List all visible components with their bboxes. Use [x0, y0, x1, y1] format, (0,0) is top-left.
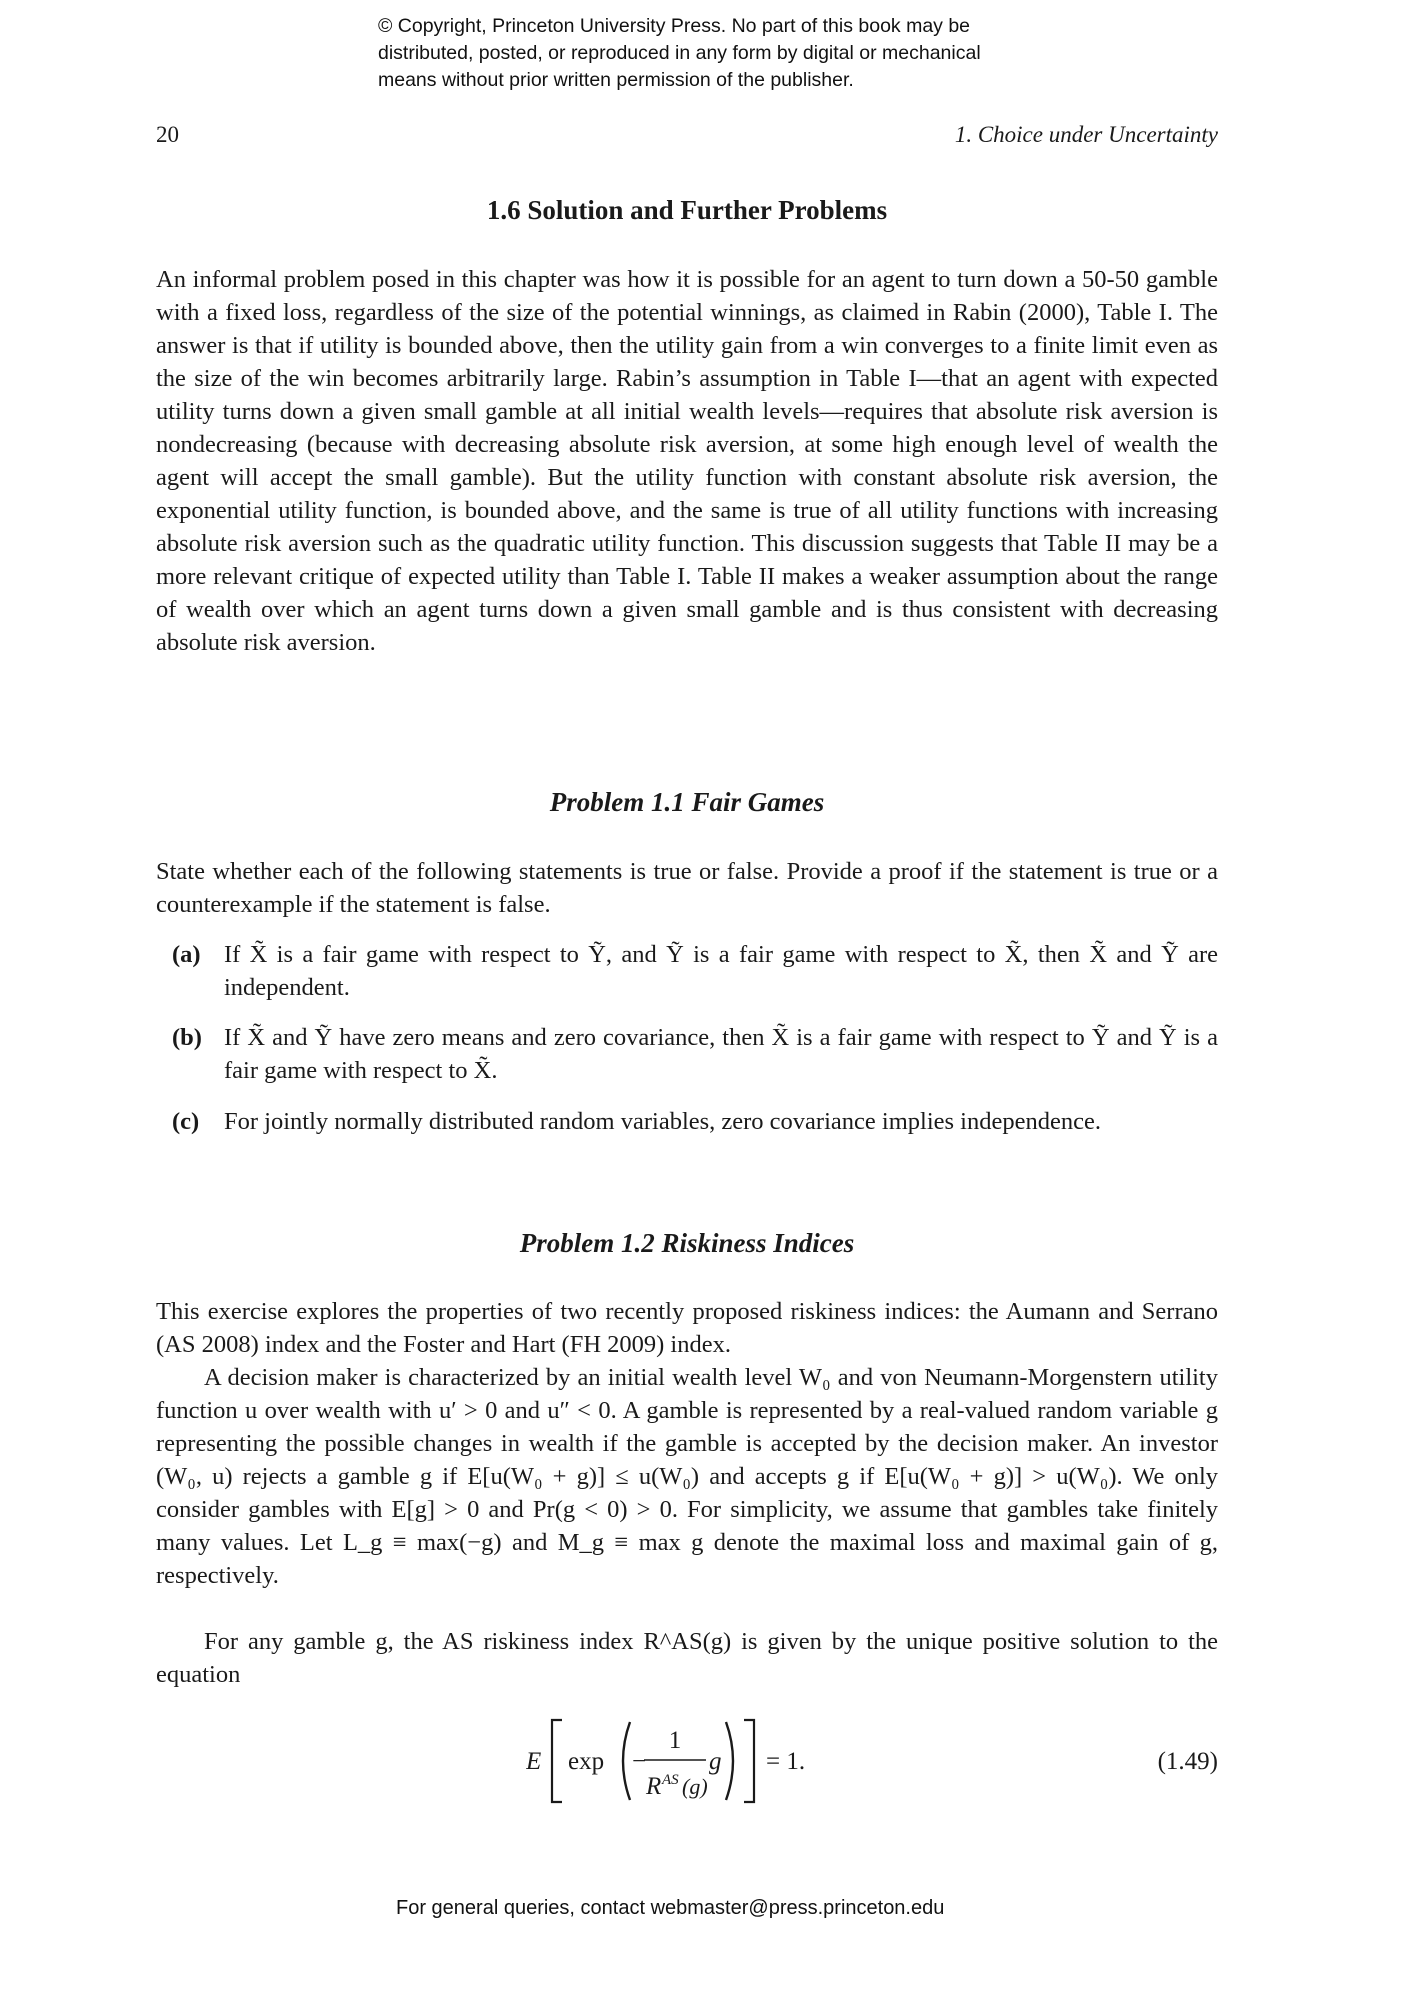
left-bracket — [552, 1720, 562, 1802]
running-head — [156, 122, 1218, 154]
list-item — [172, 1105, 1218, 1138]
eq-argument: (g) — [682, 1774, 708, 1799]
eq-r: R — [646, 1773, 662, 1800]
copyright-line: © Copyright, Princeton University Press. No part of this book may be — [378, 15, 971, 37]
eq-minus: − — [632, 1748, 647, 1775]
eq-superscript: AS — [662, 1772, 679, 1788]
item-text: If X̃ is a fair game with respect to Ỹ, and Ỹ is a fair game with respect to X̃, then X̃ and Ỹ are independent. — [224, 941, 1218, 1001]
eq-g: g — [709, 1748, 722, 1775]
list-item — [172, 1021, 1218, 1087]
equation-formula — [526, 1712, 866, 1808]
copyright-notice — [378, 13, 1098, 94]
eq-expectation: E — [526, 1748, 542, 1775]
chapter-title: 1. Choice under Uncertainty — [954, 122, 1218, 147]
right-bracket — [744, 1720, 754, 1802]
page-number: 20 — [156, 122, 179, 147]
footer-contact: For general queries, contact webmaster@press.princeton.edu — [396, 1897, 945, 1919]
problem-2-para-2: A decision maker is characterized by an initial wealth level W₀ and von Neumann-Morgenstern utility function u over wealth with u′ > 0 and u″ < 0. A gamble is represented by a real-valued random variable g representing the possible changes in wealth if the gamble is accepted by the decision maker. An investor (W₀, u) rejects a gamble g if E[u(W₀ + g)] ≤ u(W₀) and accepts g if E[u(W₀ + g)] > u(W₀). We only consider gambles with E[g] > 0 and Pr(g < 0) > 0. For simplicity, we assume that gambles take finitely many values. Let L_g ≡ max(−g) and M_g ≡ max g denote the maximal loss and maximal gain of g, respectively. — [156, 1364, 1218, 1589]
problem-1-title: Problem 1.1 Fair Games — [549, 787, 825, 817]
item-label: (c) — [172, 1108, 200, 1135]
copyright-line: means without prior written permission of the publisher. — [378, 69, 854, 91]
problem-1-intro: State whether each of the following statements is true or false. Provide a proof if the statement is true or a counterexample if the statement is false. — [156, 858, 1218, 918]
equation-1-49 — [156, 1712, 1218, 1808]
item-text: If X̃ and Ỹ have zero means and zero covariance, then X̃ is a fair game with respect to Ỹ and Ỹ is a fair game with respect to X̃. — [224, 1024, 1218, 1084]
problem-2-para-1: This exercise explores the properties of two recently proposed riskiness indices: the Aumann and Serrano (AS 2008) index and the Foster and Hart (FH 2009) index. — [156, 1298, 1218, 1358]
equation-number: (1.49) — [1157, 1748, 1218, 1775]
item-label: (b) — [172, 1024, 202, 1051]
eq-exp: exp — [568, 1748, 605, 1775]
section-paragraph: An informal problem posed in this chapter was how it is possible for an agent to turn down a 50-50 gamble with a fixed loss, regardless of the size of the potential winnings, as claimed in Rabin (2000), Table I. The answer is that if utility is bounded above, then the utility gain from a win converges to a finite limit even as the size of the win becomes arbitrarily large. Rabin’s assumption in Table I—that an agent with expected utility turns down a given small gamble at all initial wealth levels—requires that absolute risk aversion is nondecreasing (because with decreasing absolute risk aversion, at some high enough level of wealth the agent will accept the small gamble). But the utility function with constant absolute risk aversion, the exponential utility function, is bounded above, and the same is true of all utility functions with increasing absolute risk aversion such as the quadratic utility function. This discussion suggests that Table II may be a more relevant critique of expected utility than Table I. Table II makes a weaker assumption about the range of wealth over which an agent turns down a given small gamble and is thus consistent with decreasing absolute risk aversion. — [156, 266, 1218, 656]
problem-2-title: Problem 1.2 Riskiness Indices — [519, 1228, 855, 1258]
section-title: 1.6 Solution and Further Problems — [486, 195, 888, 225]
list-item — [172, 938, 1218, 1004]
item-text: For jointly normally distributed random variables, zero covariance implies independence. — [224, 1108, 1101, 1135]
right-paren — [726, 1722, 733, 1800]
left-paren — [623, 1722, 630, 1800]
problem-2-para-3: For any gamble g, the AS riskiness index R^AS(g) is given by the unique positive solution to the equation — [156, 1628, 1218, 1688]
eq-numerator: 1 — [668, 1727, 682, 1754]
eq-rhs: = 1. — [766, 1748, 806, 1775]
item-label: (a) — [172, 941, 201, 968]
copyright-line: distributed, posted, or reproduced in any form by digital or mechanical — [378, 42, 981, 64]
